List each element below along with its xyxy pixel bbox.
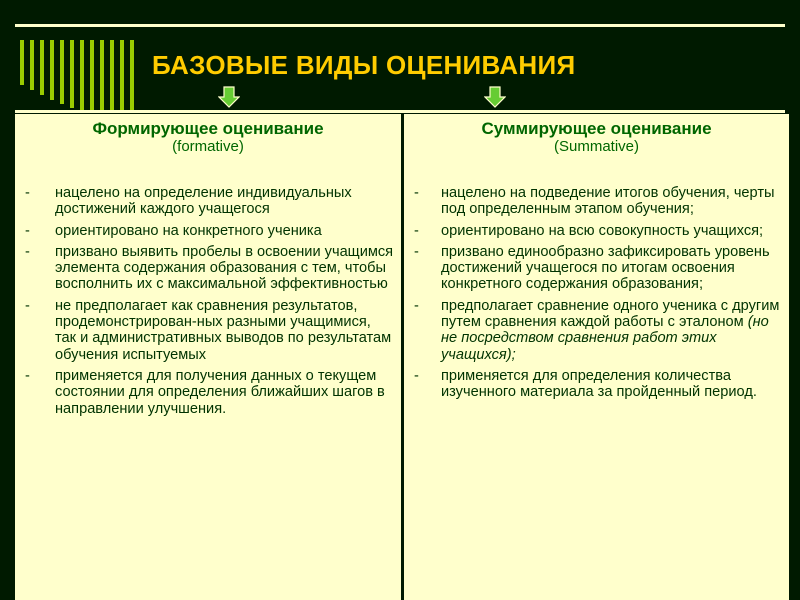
decorative-stripes bbox=[20, 40, 135, 110]
header-divider bbox=[15, 110, 785, 113]
list-item: - ориентировано на конкретного ученика bbox=[25, 222, 322, 239]
summative-subheading: (Summative) bbox=[553, 138, 639, 155]
top-divider bbox=[15, 24, 785, 27]
slide-title: БАЗОВЫЕ ВИДЫ ОЦЕНИВАНИЯ bbox=[152, 50, 576, 80]
down-arrow-icon bbox=[218, 86, 240, 108]
formative-subheading: (formative) bbox=[172, 138, 244, 155]
list-item: - ориентировано на всю совокупность учащихся; bbox=[414, 222, 764, 239]
summative-heading: Суммирующее оценивание bbox=[481, 119, 712, 138]
list-item: - призвано единообразно зафиксировать уровень достижений учащегося по итогам освоения конкретного содержания образования; bbox=[414, 243, 770, 293]
formative-heading: Формирующее оценивание bbox=[92, 119, 324, 138]
list-item: - не предполагает как сравнения результатов, продемонстрирован-ных разными учащимися, так и административных выводов по результатам обучения испытуемых bbox=[25, 297, 392, 363]
formative-column bbox=[15, 114, 401, 600]
list-item: - применяется для определения количества изученного материала за пройденный период. bbox=[414, 367, 757, 401]
list-item: - нацелено на подведение итогов обучения, черты под определенным этапом обучения; bbox=[414, 185, 775, 218]
summative-column bbox=[404, 114, 789, 600]
list-item: - призвано выявить пробелы в освоении учащимся элемента содержания образования с тем, чтобы восполнить их с максимальной эффективностью bbox=[25, 243, 394, 293]
list-item: - нацелено на определение индивидуальных достижений каждого учащегося bbox=[25, 185, 352, 218]
down-arrow-icon bbox=[484, 86, 506, 108]
list-item: - применяется для получения данных о текущем состоянии для определения ближайших шагов в направлении улучшения. bbox=[25, 367, 385, 417]
formative-list bbox=[15, 185, 401, 417]
summative-list bbox=[404, 185, 789, 401]
list-item: - предполагает сравнение одного ученика с другим путем сравнения каждой работы с эталоном (но не посредством сравнения работ этих учащихся); bbox=[414, 297, 780, 363]
